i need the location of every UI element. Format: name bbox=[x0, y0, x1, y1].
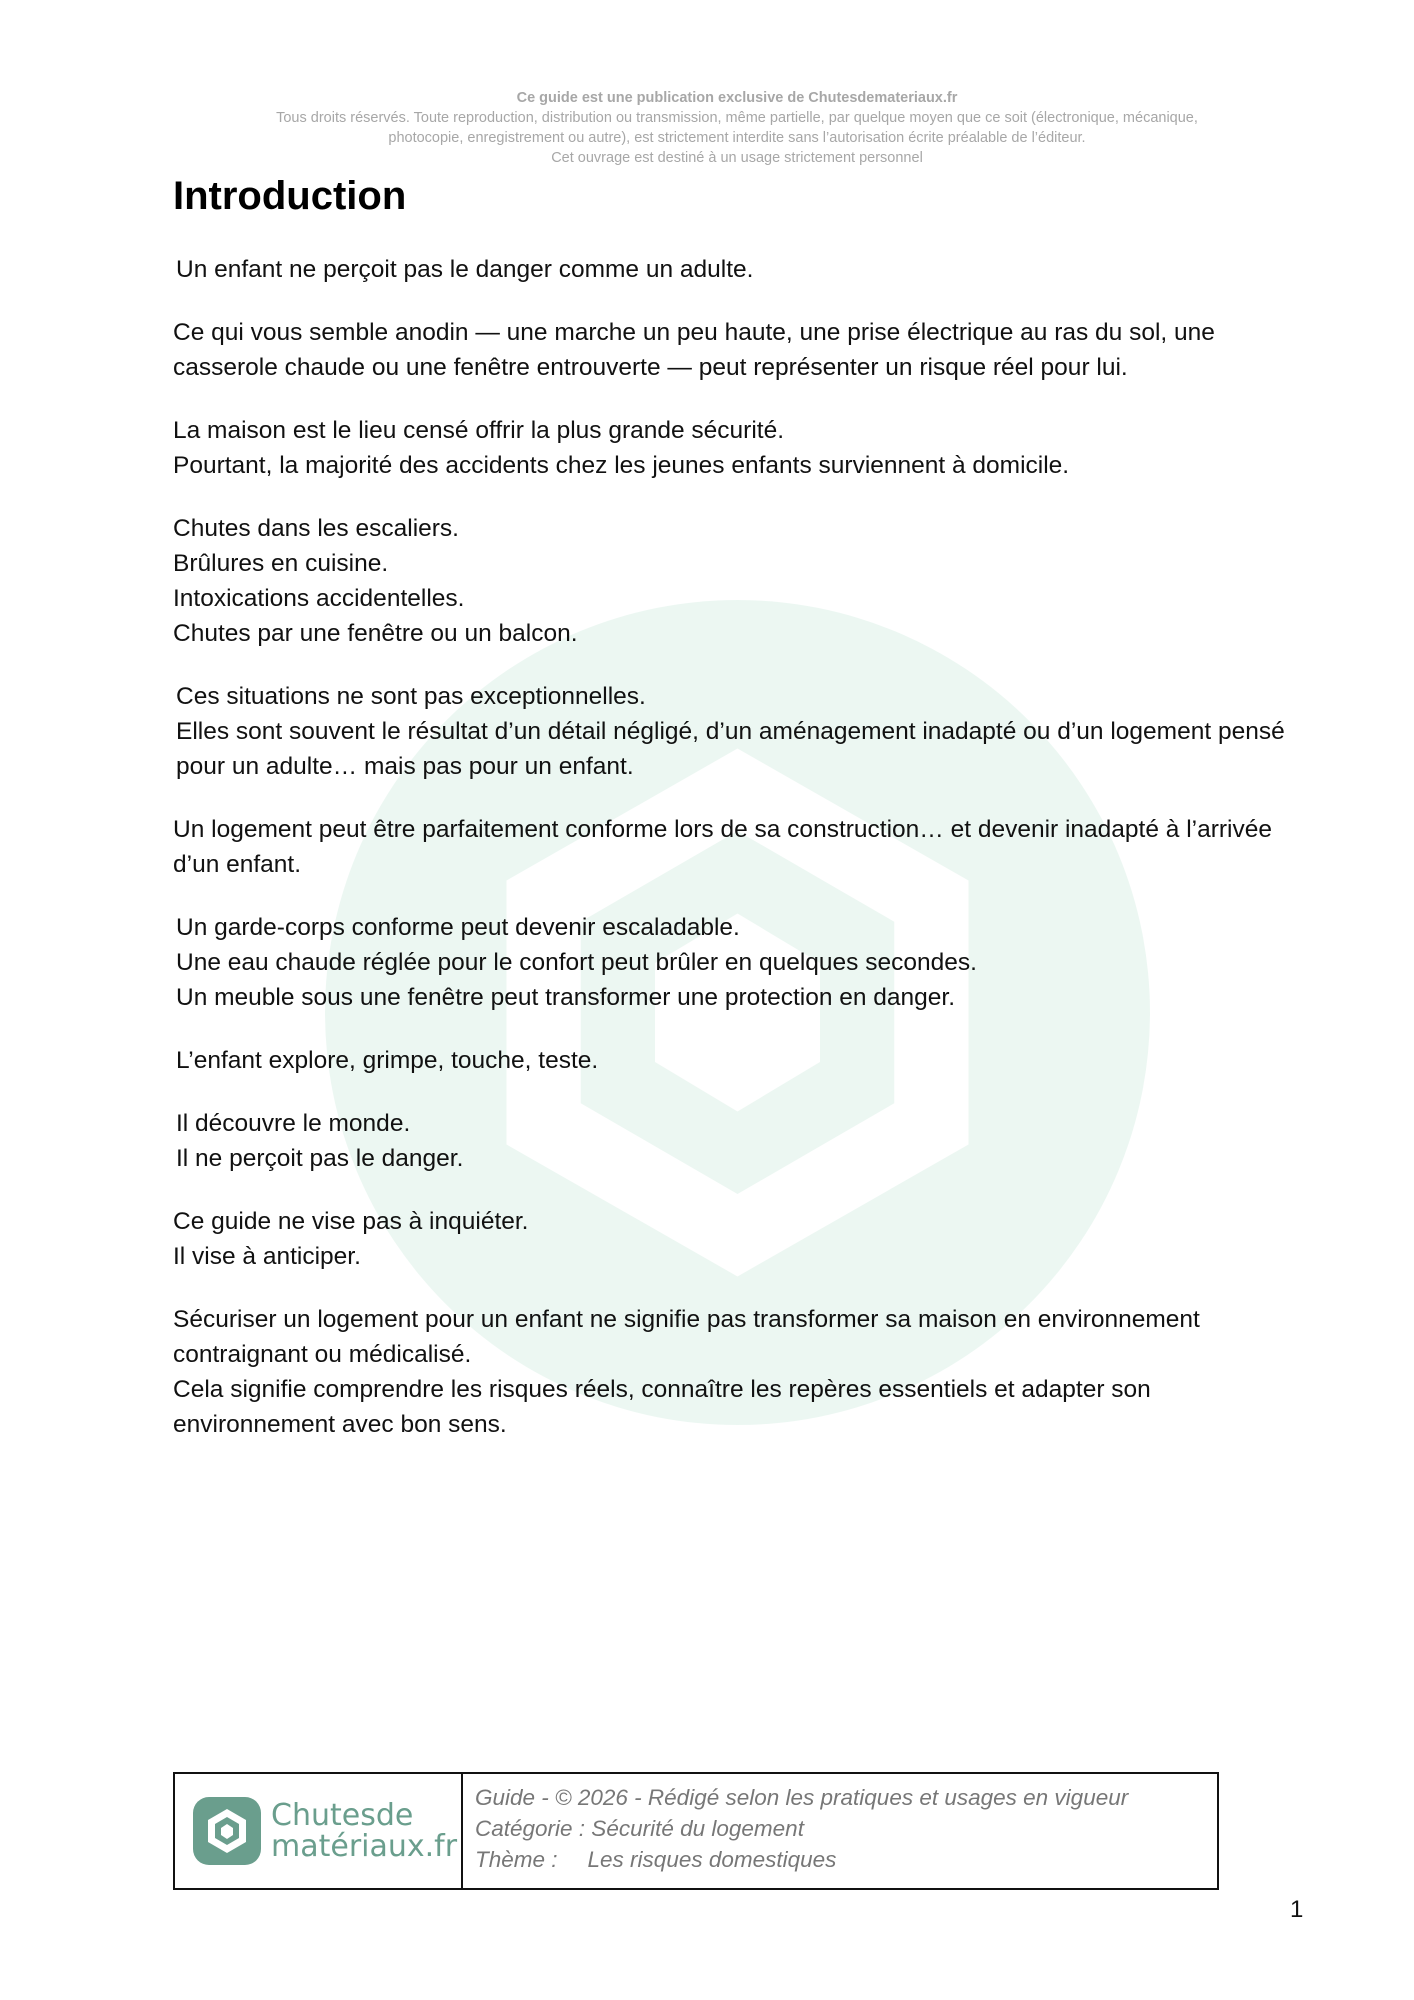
paragraph-line: Intoxications accidentelles. bbox=[173, 585, 465, 612]
notice-line-4: Cet ouvrage est destiné à un usage strictement personnel bbox=[551, 150, 923, 166]
paragraph-line: Ce qui vous semble anodin — une marche un peu haute, une prise électrique au ras du sol, une casserole chaude ou une fenêtre entrouverte — peut représenter un risque réel pour lui. bbox=[173, 319, 1215, 381]
brand-logo-line-2: matériaux.fr bbox=[271, 1829, 458, 1864]
guide-metadata bbox=[463, 1774, 1217, 1888]
paragraph-line: Un garde-corps conforme peut devenir escaladable. bbox=[176, 914, 740, 941]
paragraph bbox=[173, 679, 1313, 784]
paragraph bbox=[173, 910, 1313, 1015]
paragraph-line: La maison est le lieu censé offrir la plus grande sécurité. bbox=[173, 417, 785, 444]
paragraph-line: Un meuble sous une fenêtre peut transformer une protection en danger. bbox=[176, 984, 956, 1011]
paragraph-line: Pourtant, la majorité des accidents chez les jeunes enfants surviennent à domicile. bbox=[173, 452, 1070, 479]
paragraph-line: Chutes par une fenêtre ou un balcon. bbox=[173, 620, 578, 647]
paragraph-line: Ces situations ne sont pas exceptionnelles. bbox=[176, 683, 646, 710]
paragraph-line: Cela signifie comprendre les risques réels, connaître les repères essentiels et adapter son environnement avec bon sens. bbox=[173, 1376, 1151, 1438]
paragraph-line: Il vise à anticiper. bbox=[173, 1243, 361, 1270]
paragraph bbox=[173, 413, 1313, 483]
footer-info-box bbox=[173, 1772, 1219, 1890]
paragraph-line: Une eau chaude réglée pour le confort peut brûler en quelques secondes. bbox=[176, 949, 977, 976]
brand-logo-icon bbox=[191, 1795, 263, 1867]
paragraph bbox=[173, 1302, 1313, 1442]
notice-line-2: Tous droits réservés. Toute reproduction, distribution ou transmission, même partielle, par quelque moyen que ce soit (électronique, mécanique, bbox=[276, 110, 1198, 126]
paragraph-line: Sécuriser un logement pour un enfant ne signifie pas transformer sa maison en environnement contraignant ou médicalisé. bbox=[173, 1306, 1200, 1368]
paragraph bbox=[173, 252, 1313, 287]
brand-logo bbox=[175, 1774, 463, 1888]
paragraph-line: Un enfant ne perçoit pas le danger comme un adulte. bbox=[176, 256, 754, 283]
paragraph bbox=[173, 511, 1313, 651]
paragraph-line: Il ne perçoit pas le danger. bbox=[176, 1145, 464, 1172]
paragraph bbox=[173, 315, 1313, 385]
paragraph bbox=[173, 1204, 1313, 1274]
paragraph bbox=[173, 812, 1313, 882]
paragraph-line: Il découvre le monde. bbox=[176, 1110, 411, 1137]
paragraph-line: Chutes dans les escaliers. bbox=[173, 515, 459, 542]
copyright-notice bbox=[120, 88, 1354, 168]
category-line: Catégorie : Sécurité du logement bbox=[475, 1816, 804, 1841]
paragraph-line: Brûlures en cuisine. bbox=[173, 550, 389, 577]
theme-label: Thème : bbox=[475, 1847, 558, 1872]
page-title: Introduction bbox=[173, 174, 407, 218]
paragraph-line: Ce guide ne vise pas à inquiéter. bbox=[173, 1208, 529, 1235]
paragraph-line: L’enfant explore, grimpe, touche, teste. bbox=[176, 1047, 599, 1074]
brand-logo-line-1: Chutesde bbox=[271, 1798, 414, 1833]
paragraph-line: Un logement peut être parfaitement conforme lors de sa construction… et devenir inadapté à l’arrivée d’un enfant. bbox=[173, 816, 1273, 878]
theme-value: Les risques domestiques bbox=[587, 1847, 837, 1872]
page-number: 1 bbox=[1290, 1896, 1304, 1923]
notice-line-1: Ce guide est une publication exclusive de Chutesdemateriaux.fr bbox=[516, 90, 958, 106]
theme-line bbox=[475, 1844, 1217, 1875]
paragraph bbox=[173, 1043, 1313, 1078]
paragraph-line: Elles sont souvent le résultat d’un détail négligé, d’un aménagement inadapté ou d’un logement pensé pour un adulte… mais pas pour un enfant. bbox=[176, 718, 1285, 780]
paragraph bbox=[173, 1106, 1313, 1176]
guide-line: Guide - © 2026 - Rédigé selon les pratiques et usages en vigueur bbox=[475, 1785, 1129, 1810]
brand-logo-text bbox=[271, 1800, 457, 1862]
introduction-body bbox=[173, 252, 1313, 1470]
notice-line-3: photocopie, enregistrement ou autre), est strictement interdite sans l’autorisation écrite préalable de l’éditeur. bbox=[388, 130, 1086, 146]
